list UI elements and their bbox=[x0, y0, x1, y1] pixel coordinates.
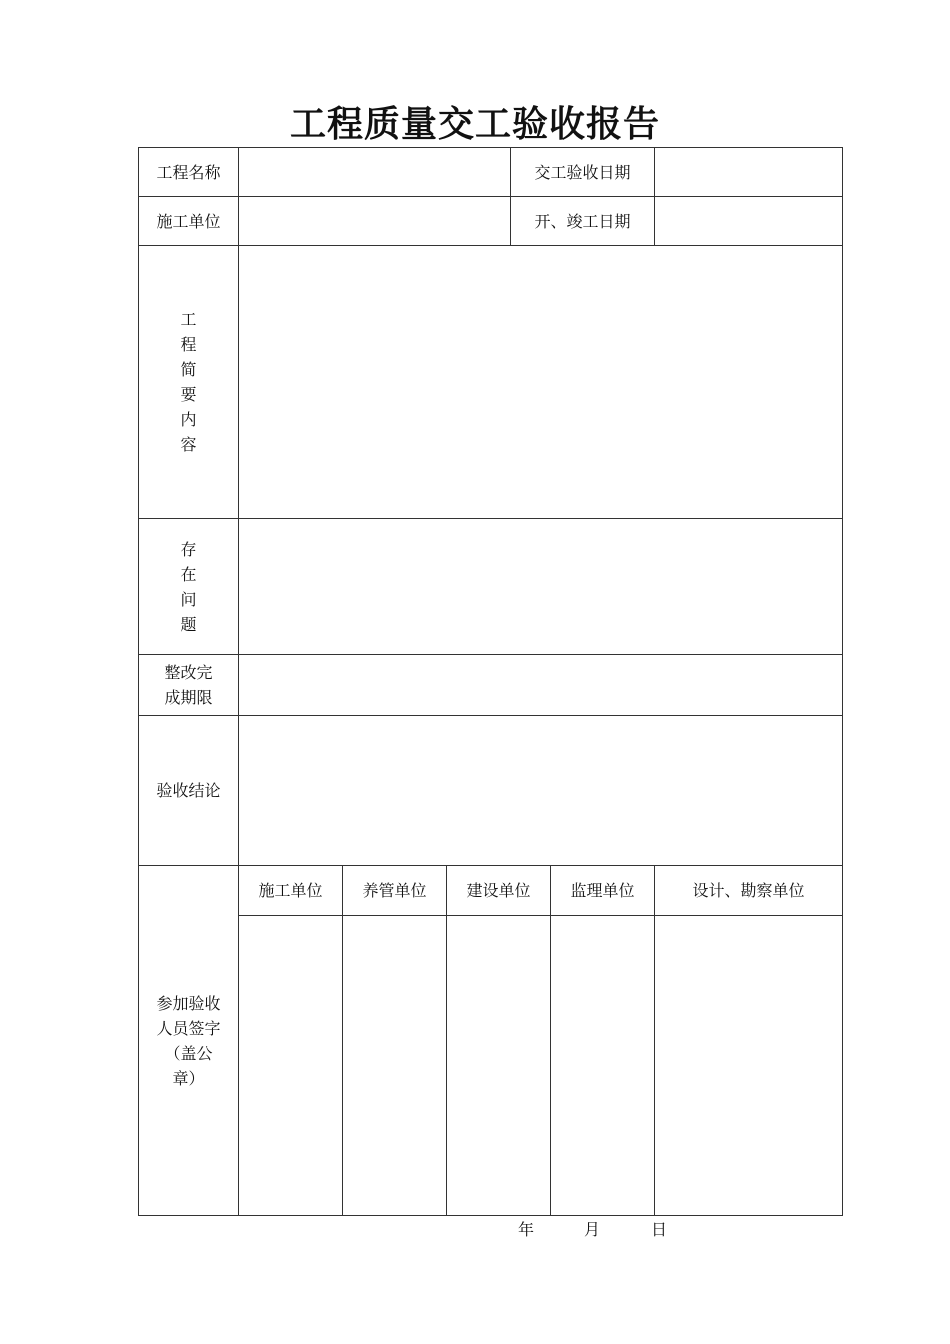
signature-column-header: 设计、勘察单位 bbox=[655, 866, 843, 916]
signature-column-header: 建设单位 bbox=[447, 866, 551, 916]
signature-box-construction-unit[interactable] bbox=[239, 916, 343, 1216]
signature-box-maintenance-unit[interactable] bbox=[343, 916, 447, 1216]
project-name-field[interactable] bbox=[239, 148, 511, 197]
start-end-date-label: 开、竣工日期 bbox=[511, 197, 655, 246]
issues-label-char: 问 bbox=[180, 589, 197, 609]
summary-label-char: 容 bbox=[180, 435, 197, 454]
signature-box-owner-unit[interactable] bbox=[447, 916, 551, 1216]
row-acceptance-conclusion bbox=[139, 716, 843, 866]
signatures-label-line: 章） bbox=[172, 1068, 205, 1088]
project-name-label: 工程名称 bbox=[139, 148, 239, 197]
signature-box-design-survey-unit[interactable] bbox=[655, 916, 843, 1216]
row-project-summary bbox=[139, 246, 843, 519]
row-existing-issues bbox=[139, 519, 843, 655]
acceptance-conclusion-field[interactable] bbox=[239, 716, 843, 866]
row-project-name bbox=[139, 148, 843, 197]
project-summary-field[interactable] bbox=[239, 246, 843, 519]
issues-label-char: 在 bbox=[180, 564, 197, 584]
construction-unit-field[interactable] bbox=[239, 197, 511, 246]
signatures-label-line: 参加验收 bbox=[156, 993, 221, 1013]
signatures-label-line: （盖公 bbox=[164, 1043, 213, 1063]
row-signature-headers bbox=[139, 866, 843, 916]
date-year-label: 年 bbox=[518, 1220, 535, 1239]
project-summary-label bbox=[139, 246, 239, 519]
date-footer bbox=[0, 1216, 950, 1244]
signatures-label-line: 人员签字 bbox=[156, 1018, 221, 1038]
summary-label-char: 工 bbox=[180, 310, 197, 329]
deadline-label-line: 整改完 bbox=[164, 663, 213, 682]
date-day-label: 日 bbox=[651, 1220, 668, 1239]
rectification-deadline-field[interactable] bbox=[239, 655, 843, 716]
row-construction-unit bbox=[139, 197, 843, 246]
issues-label-char: 存 bbox=[180, 539, 197, 559]
issues-label-char: 题 bbox=[180, 614, 197, 634]
row-rectification-deadline bbox=[139, 655, 843, 716]
start-end-date-field[interactable] bbox=[655, 197, 843, 246]
summary-label-char: 简 bbox=[180, 360, 197, 379]
deadline-label-line: 成期限 bbox=[164, 688, 213, 707]
summary-label-char: 程 bbox=[180, 335, 197, 354]
construction-unit-label: 施工单位 bbox=[139, 197, 239, 246]
signature-box-supervision-unit[interactable] bbox=[551, 916, 655, 1216]
signatures-label bbox=[139, 866, 239, 1216]
page-title: 工程质量交工验收报告 bbox=[289, 103, 660, 145]
summary-label-char: 内 bbox=[180, 410, 197, 429]
summary-label-char: 要 bbox=[180, 385, 197, 404]
acceptance-conclusion-label: 验收结论 bbox=[139, 716, 239, 866]
signature-column-header: 施工单位 bbox=[239, 866, 343, 916]
date-month-label: 月 bbox=[584, 1220, 601, 1239]
acceptance-form-table bbox=[138, 147, 843, 1216]
acceptance-date-label: 交工验收日期 bbox=[511, 148, 655, 197]
acceptance-date-field[interactable] bbox=[655, 148, 843, 197]
existing-issues-label bbox=[139, 519, 239, 655]
row-signature-boxes bbox=[139, 916, 843, 1216]
signature-column-header: 监理单位 bbox=[551, 866, 655, 916]
rectification-deadline-label bbox=[139, 655, 239, 716]
signature-column-header: 养管单位 bbox=[343, 866, 447, 916]
existing-issues-field[interactable] bbox=[239, 519, 843, 655]
